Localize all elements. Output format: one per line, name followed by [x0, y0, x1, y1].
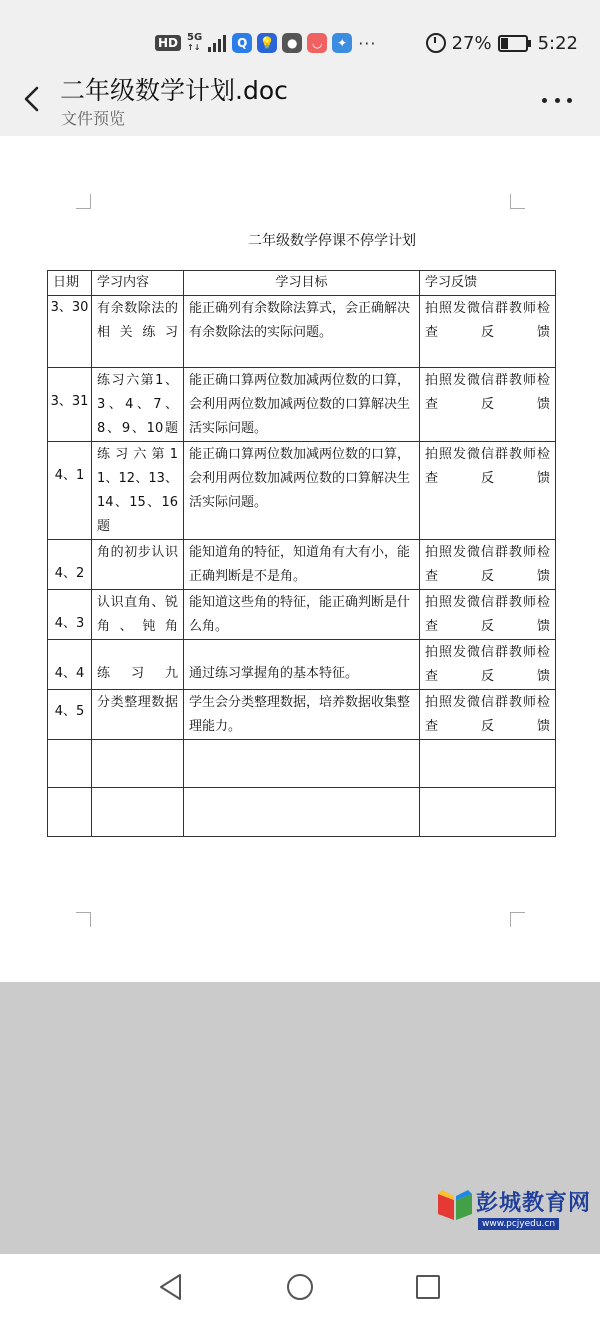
goal-cell: 能正确口算两位数加减两位数的口算，会利用两位数加减两位数的口算解决生活实际问题。 [184, 368, 420, 442]
feedback-cell: 拍照发微信群教师检查反馈 [420, 296, 556, 368]
hd-badge: HD [155, 35, 181, 51]
watermark-url: www.pcjyedu.cn [478, 1218, 559, 1230]
crop-mark [510, 194, 525, 209]
watermark-title: 彭城教育网 [476, 1191, 592, 1216]
goal-cell [184, 740, 420, 788]
network-type-icon: 5G ↑↓ [187, 32, 203, 52]
alarm-icon [426, 33, 446, 53]
feedback-cell: 拍照发微信群教师检查反馈 [420, 690, 556, 740]
nav-home-icon[interactable] [285, 1272, 315, 1302]
column-header-content: 学习内容 [92, 271, 184, 296]
table-row [48, 740, 556, 788]
crop-mark [76, 194, 91, 209]
feedback-cell: 拍照发微信群教师检查反馈 [420, 640, 556, 690]
share-app-icon: ✦ [332, 33, 352, 53]
column-header-date: 日期 [48, 271, 92, 296]
more-options-icon[interactable] [542, 88, 572, 112]
date-cell [48, 788, 92, 837]
date-cell: 3、31 [48, 368, 92, 442]
table-row [48, 368, 556, 442]
date-cell [48, 740, 92, 788]
table-row [48, 640, 556, 690]
viewer-background [0, 982, 600, 1254]
feedback-cell [420, 788, 556, 837]
content-cell: 练习六第11、12、13、14、15、16题 [92, 442, 184, 540]
battery-percent: 27% [451, 32, 492, 54]
content-cell [92, 740, 184, 788]
content-cell: 认识直角、锐角、钝角 [92, 590, 184, 640]
back-arrow-icon[interactable] [18, 84, 48, 114]
document-subtitle: 文件预览 [61, 109, 126, 128]
book-logo-icon [434, 1184, 476, 1224]
chat-bubble-icon: ● [282, 33, 302, 53]
table-row [48, 296, 556, 368]
more-notifications-icon: ··· [358, 33, 377, 53]
battery-icon [498, 35, 528, 52]
content-cell: 有余数除法的相关练习 [92, 296, 184, 368]
feedback-cell: 拍照发微信群教师检查反馈 [420, 442, 556, 540]
table-row [48, 788, 556, 837]
nav-recents-icon[interactable] [413, 1272, 443, 1302]
content-cell: 练习六第1、3、4、7、8、9、10题 [92, 368, 184, 442]
feedback-cell: 拍照发微信群教师检查反馈 [420, 540, 556, 590]
date-cell: 3、30 [48, 296, 92, 368]
table-header-row [48, 271, 556, 296]
date-cell: 4、3 [48, 590, 92, 640]
study-plan-table [47, 270, 556, 837]
content-cell: 角的初步认识 [92, 540, 184, 590]
plan-title: 二年级数学停课不停学计划 [248, 233, 416, 249]
date-cell: 4、4 [48, 640, 92, 690]
column-header-feedback: 学习反馈 [420, 271, 556, 296]
idea-app-icon: 💡 [257, 33, 277, 53]
date-cell: 4、5 [48, 690, 92, 740]
content-cell [92, 788, 184, 837]
status-bar [0, 0, 600, 78]
table-row [48, 690, 556, 740]
status-left-icons [155, 30, 376, 56]
content-cell: 分类整理数据 [92, 690, 184, 740]
signal-icon [208, 34, 226, 52]
crop-mark [510, 912, 525, 927]
goal-cell: 通过练习掌握角的基本特征。 [184, 640, 420, 690]
status-right-icons [426, 29, 578, 57]
app-header [0, 78, 600, 136]
feedback-cell [420, 740, 556, 788]
document-page [0, 136, 600, 982]
goal-cell: 能知道角的特征，知道角有大有小，能正确判断是不是角。 [184, 540, 420, 590]
table-row [48, 590, 556, 640]
feedback-cell: 拍照发微信群教师检查反馈 [420, 368, 556, 442]
content-cell: 练习九 [92, 640, 184, 690]
date-cell: 4、1 [48, 442, 92, 540]
crop-mark [76, 912, 91, 927]
feedback-cell: 拍照发微信群教师检查反馈 [420, 590, 556, 640]
goal-cell: 能正确列有余数除法算式，会正确解决有余数除法的实际问题。 [184, 296, 420, 368]
goal-cell [184, 788, 420, 837]
goal-cell: 能正确口算两位数加减两位数的口算，会利用两位数加减两位数的口算解决生活实际问题。 [184, 442, 420, 540]
column-header-goal: 学习目标 [184, 271, 420, 296]
table-row [48, 540, 556, 590]
watermark-logo [434, 1184, 594, 1242]
clock: 5:22 [537, 32, 578, 54]
system-navigation-bar [0, 1254, 600, 1320]
table-row [48, 442, 556, 540]
shopping-app-icon: ◡ [307, 33, 327, 53]
document-title: 二年级数学计划.doc [60, 76, 288, 105]
goal-cell: 学生会分类整理数据，培养数据收集整理能力。 [184, 690, 420, 740]
nav-back-icon[interactable] [156, 1272, 186, 1302]
search-app-icon: Q [232, 33, 252, 53]
date-cell: 4、2 [48, 540, 92, 590]
goal-cell: 能知道这些角的特征，能正确判断是什么角。 [184, 590, 420, 640]
